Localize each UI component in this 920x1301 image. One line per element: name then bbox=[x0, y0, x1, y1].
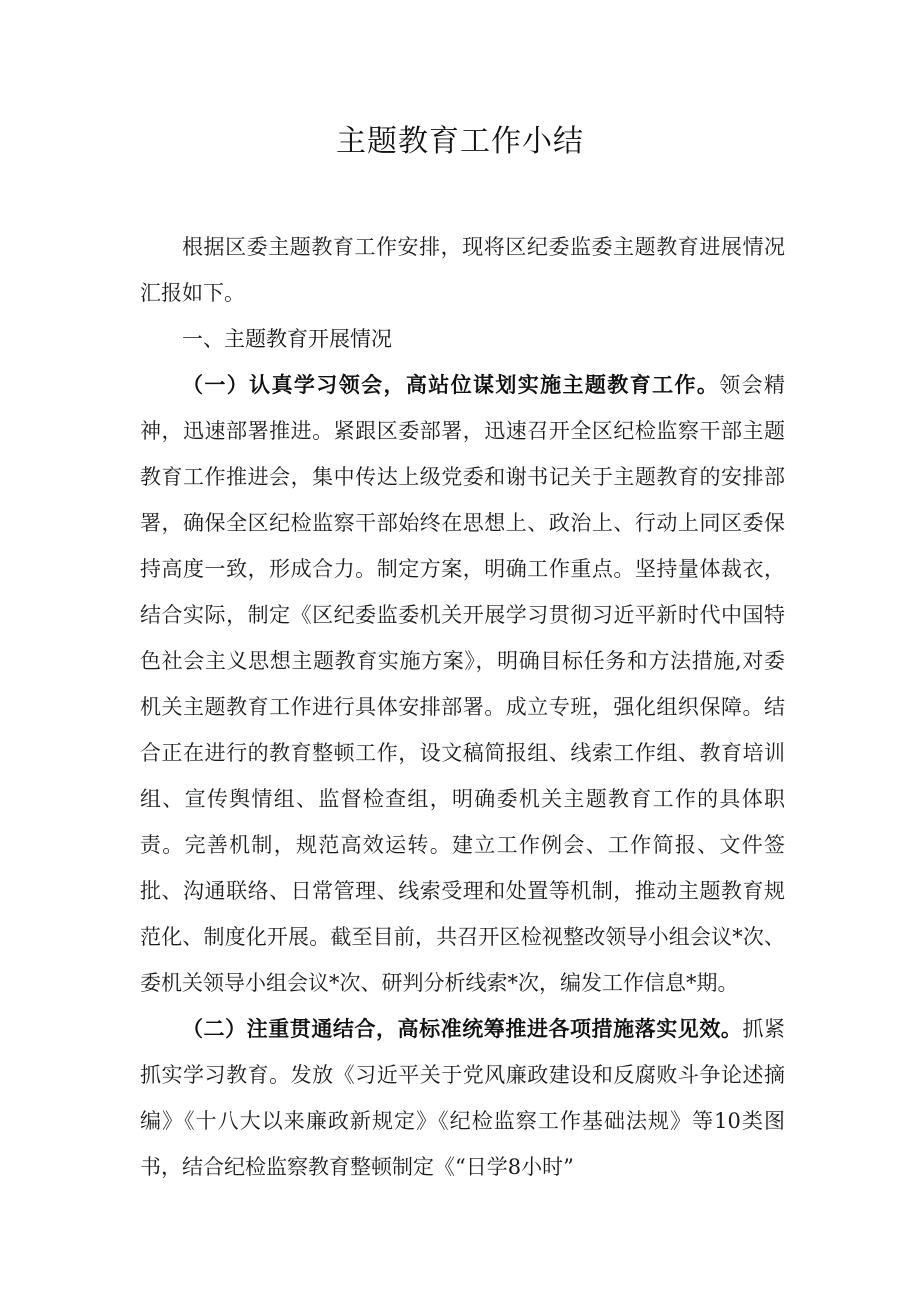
subsection-1-lead: （一）认真学习领会，高站位谋划实施主题教育工作。 bbox=[182, 373, 720, 397]
subsection-2-lead: （二）注重贯通结合，高标准统筹推进各项措施落实见效。 bbox=[182, 1017, 743, 1041]
subsection-1-text: 领会精神，迅速部署推进。紧跟区委部署，迅速召开全区纪检监察干部主题教育工作推进会，集中传达上级党委和谢书记关于主题教育的安排部署，确保全区纪检监察干部始终在思想上、政治上、行动上同区委保持高度一致，形成合力。制定方案，明确工作重点。坚持量体裁衣，结合实际，制定《区纪委监委机关开展学习贯彻习近平新时代中国特色社会主义思想主题教育实施方案》，明确目标任务和方法措施,对委机关主题教育工作进行具体安排部署。成立专班，强化组织保障。结合正在进行的教育整顿工作，设文稿简报组、线索工作组、教育培训组、宣传舆情组、监督检查组，明确委机关主题教育工作的具体职责。完善机制，规范高效运转。建立工作例会、工作简报、文件签批、沟通联络、日常管理、线索受理和处置等机制，推动主题教育规范化、制度化开展。截至目前，共召开区检视整改领导小组会议*次、委机关领导小组会议*次、研判分析线索*次，编发工作信息*期。 bbox=[140, 373, 786, 995]
subsection-2-paragraph bbox=[140, 1006, 785, 1190]
document-title: 主题教育工作小结 bbox=[336, 124, 584, 159]
intro-paragraph: 根据区委主题教育工作安排，现将区纪委监委主题教育进展情况汇报如下。 bbox=[140, 235, 785, 305]
document-body bbox=[140, 224, 785, 1190]
subsection-2-text: 抓紧抓实学习教育。发放《习近平关于党风廉政建设和反腐败斗争论述摘编》《十八大以来廉政新规定》《纪检监察工作基础法规》等10类图书，结合纪检监察教育整顿制定《“日学8小时” bbox=[140, 1017, 786, 1179]
subsection-1-paragraph bbox=[140, 362, 785, 1006]
section-heading-1: 一、主题教育开展情况 bbox=[182, 327, 392, 351]
